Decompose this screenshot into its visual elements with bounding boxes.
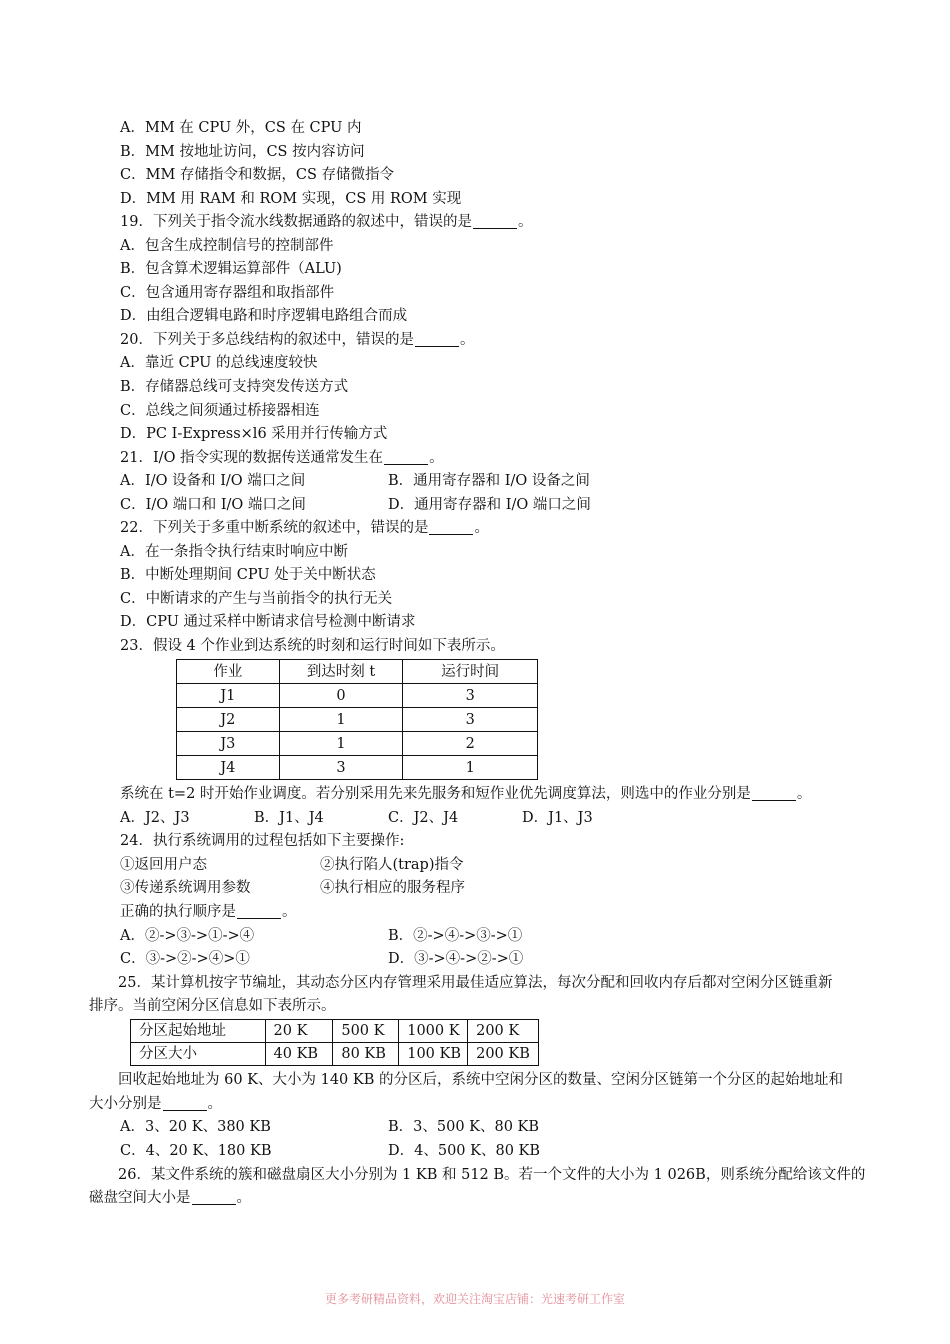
q25-option-d: D．4、500 K、80 KB [388, 1143, 541, 1159]
table-cell: 1 [279, 708, 403, 732]
table-cell: 20 K [265, 1020, 333, 1043]
q19-option-c: C．包含通用寄存器组和取指部件 [120, 285, 335, 301]
q23-option-c: C．J2、J4 [388, 810, 459, 826]
table-header-cell: 作业 [177, 660, 280, 684]
answer-blank [752, 786, 796, 801]
table-cell: J2 [177, 708, 280, 732]
table-row [131, 1020, 539, 1043]
q23-question: 系统在 t=2 时开始作业调度。若分别采用先来先服务和短作业优先调度算法，则选中的作业分别是 。 [120, 786, 812, 802]
q23-option-b: B．J1、J4 [254, 810, 324, 826]
q24-option-d: D．③->④->②->① [388, 951, 524, 967]
q21-stem: 21．I/O 指令实现的数据传送通常发生在 。 [120, 450, 444, 466]
table-cell: 3 [403, 708, 538, 732]
q24-stem: 24．执行系统调用的过程包括如下主要操作: [120, 833, 405, 849]
table-header-row [177, 660, 538, 684]
q22-stem: 22．下列关于多重中断系统的叙述中，错误的是 。 [120, 520, 489, 536]
q24-option-a: A．②->③->①->④ [120, 928, 255, 944]
q20-option-a: A．靠近 CPU 的总线速度较快 [120, 355, 318, 371]
q22-option-a: A．在一条指令执行结束时响应中断 [120, 544, 348, 560]
table-cell: J1 [177, 684, 280, 708]
answer-blank [473, 214, 517, 229]
answer-blank [429, 520, 473, 535]
q21-option-c: C．I/O 端口和 I/O 端口之间 [120, 497, 306, 513]
q24-option-b: B．②->④->③->① [388, 928, 523, 944]
table-row [177, 684, 538, 708]
q21-option-a: A．I/O 设备和 I/O 端口之间 [120, 473, 306, 489]
answer-blank [163, 1096, 207, 1111]
table-cell: 3 [279, 756, 403, 780]
q21-option-b: B．通用寄存器和 I/O 设备之间 [388, 473, 590, 489]
table-cell: 100 KB [399, 1043, 468, 1066]
answer-blank [415, 332, 459, 347]
q20-option-b: B．存储器总线可支持突发传送方式 [120, 379, 349, 395]
q26-stem-line2: 磁盘空间大小是 。 [89, 1190, 251, 1206]
q18-option-b: B．MM 按地址访问，CS 按内容访问 [120, 144, 365, 160]
table-row [177, 756, 538, 780]
q24-op-3: ③传递系统调用参数 [120, 880, 251, 896]
q23-option-d: D．J1、J3 [522, 810, 593, 826]
q24-op-1: ①返回用户态 [120, 857, 207, 873]
q18-option-a: A．MM 在 CPU 外，CS 在 CPU 内 [120, 120, 362, 136]
q25-stem-line1: 25．某计算机按字节编址，其动态分区内存管理采用最佳适应算法，每次分配和回收内存后都对空闲分区链重新 [118, 975, 833, 991]
q21-option-d: D．通用寄存器和 I/O 端口之间 [388, 497, 591, 513]
q19-stem: 19．下列关于指令流水线数据通路的叙述中，错误的是 。 [120, 214, 533, 230]
table-cell: 200 KB [468, 1043, 539, 1066]
q24-op-4: ④执行相应的服务程序 [320, 880, 465, 896]
table-row [177, 732, 538, 756]
q22-option-c: C．中断请求的产生与当前指令的执行无关 [120, 591, 393, 607]
table-cell: 200 K [468, 1020, 539, 1043]
q25-option-a: A．3、20 K、380 KB [120, 1119, 271, 1135]
table-cell: 0 [279, 684, 403, 708]
table-row [177, 708, 538, 732]
table-cell: 分区起始地址 [131, 1020, 266, 1043]
table-cell: 500 K [333, 1020, 399, 1043]
q19-option-d: D．由组合逻辑电路和时序逻辑电路组合而成 [120, 308, 408, 324]
table-cell: 80 KB [333, 1043, 399, 1066]
table-cell: 1000 K [399, 1020, 468, 1043]
table-header-cell: 运行时间 [403, 660, 538, 684]
table-cell: J3 [177, 732, 280, 756]
q18-option-c: C．MM 存储指令和数据，CS 存储微指令 [120, 167, 395, 183]
table-cell: 2 [403, 732, 538, 756]
answer-blank [237, 904, 281, 919]
table-cell: 3 [403, 684, 538, 708]
q19-option-a: A．包含生成控制信号的控制部件 [120, 238, 334, 254]
table-header-cell: 到达时刻 t [279, 660, 403, 684]
answer-blank [384, 450, 428, 465]
q22-option-b: B．中断处理期间 CPU 处于关中断状态 [120, 567, 376, 583]
table-cell: 1 [403, 756, 538, 780]
table-cell: 40 KB [265, 1043, 333, 1066]
q18-option-d: D．MM 用 RAM 和 ROM 实现，CS 用 ROM 实现 [120, 191, 462, 207]
answer-blank [192, 1190, 236, 1205]
q25-question-line2: 大小分别是 。 [89, 1096, 222, 1112]
table-cell: 分区大小 [131, 1043, 266, 1066]
table-row [131, 1043, 539, 1066]
footer-promo-text: 更多考研精品资料，欢迎关注淘宝店铺：光速考研工作室 [324, 1292, 625, 1306]
free-partition-table [130, 1019, 539, 1066]
table-cell: J4 [177, 756, 280, 780]
q24-op-2: ②执行陷人(trap)指令 [320, 857, 464, 873]
q20-stem: 20．下列关于多总线结构的叙述中，错误的是 。 [120, 332, 475, 348]
q24-question: 正确的执行顺序是 。 [120, 904, 297, 920]
q23-option-a: A．J2、J3 [120, 810, 190, 826]
q25-option-c: C．4、20 K、180 KB [120, 1143, 272, 1159]
job-arrival-table [176, 659, 538, 780]
q25-question-line1: 回收起始地址为 60 K、大小为 140 KB 的分区后，系统中空闲分区的数量、空闲分区链第一个分区的起始地址和 [118, 1072, 843, 1088]
q23-stem: 23．假设 4 个作业到达系统的时刻和运行时间如下表所示。 [120, 638, 505, 654]
q20-option-c: C．总线之间须通过桥接器相连 [120, 403, 320, 419]
q20-option-d: D．PC I-Express×l6 采用并行传输方式 [120, 426, 388, 442]
q22-option-d: D．CPU 通过采样中断请求信号检测中断请求 [120, 614, 416, 630]
q19-option-b: B．包含算术逻辑运算部件（ALU) [120, 261, 342, 277]
q26-stem-line1: 26．某文件系统的簇和磁盘扇区大小分别为 1 KB 和 512 B。若一个文件的大小为 1 026B，则系统分配给该文件的 [118, 1167, 866, 1183]
q25-stem-line2: 排序。当前空闲分区信息如下表所示。 [89, 998, 336, 1014]
q24-option-c: C．③->②->④>① [120, 951, 250, 967]
table-cell: 1 [279, 732, 403, 756]
q25-option-b: B．3、500 K、80 KB [388, 1119, 540, 1135]
